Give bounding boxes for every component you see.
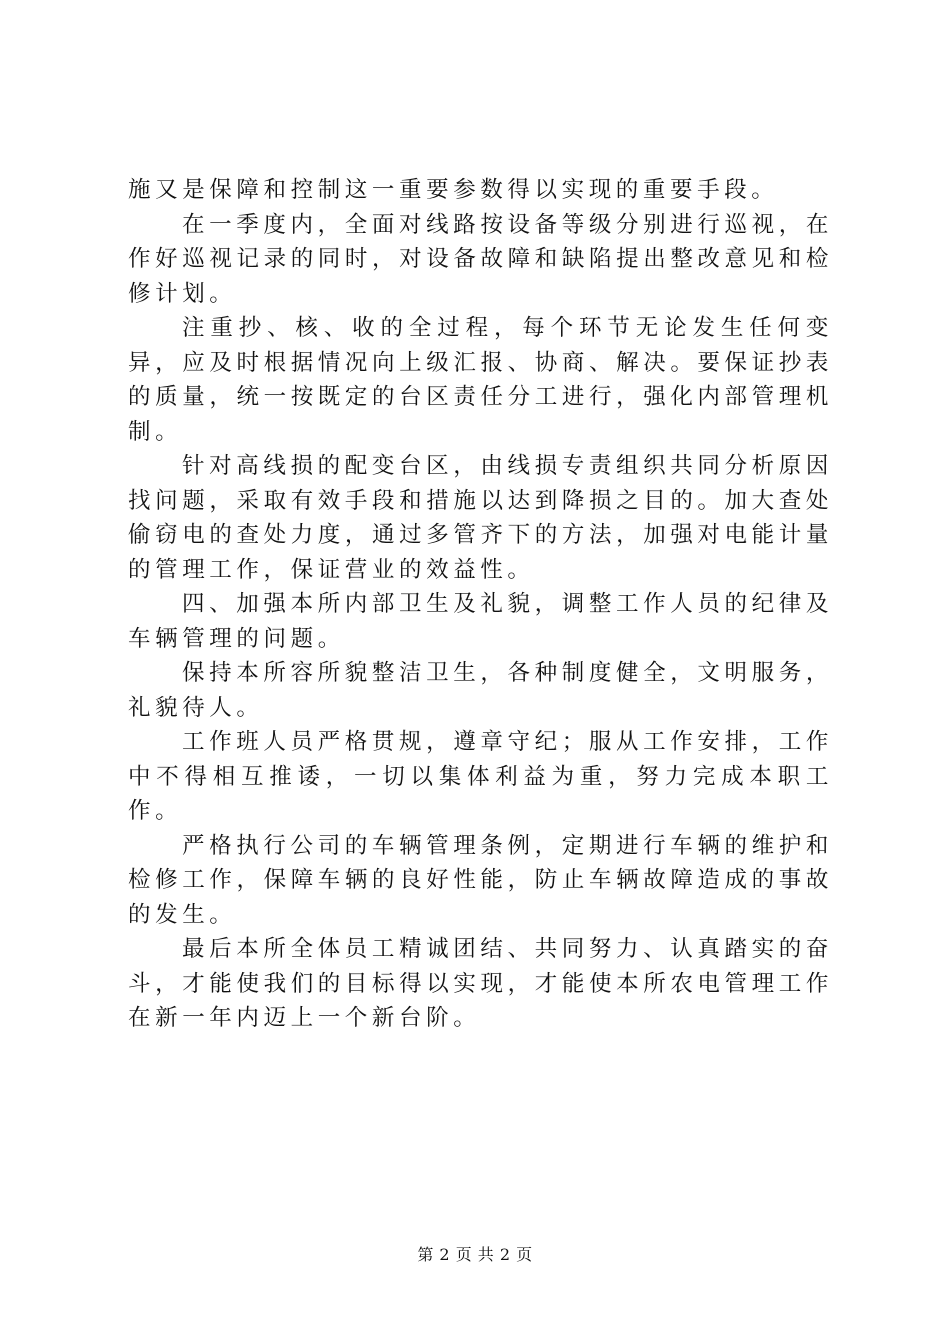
paragraph-inspection: 在一季度内，全面对线路按设备等级分别进行巡视，在作好巡视记录的同时，对设备故障和缺陷提出整改意见和检修计划。 bbox=[128, 211, 833, 307]
paragraph-section-heading: 四、加强本所内部卫生及礼貌，调整工作人员的纪律及车辆管理的问题。 bbox=[128, 591, 833, 652]
paragraph-hygiene: 保持本所容所貌整洁卫生，各种制度健全，文明服务，礼貌待人。 bbox=[128, 660, 833, 721]
paragraph-line-loss: 针对高线损的配变台区，由线损专责组织共同分析原因找问题，采取有效手段和措施以达到降损之目的。加大查处偷窃电的查处力度，通过多管齐下的方法，加强对电能计量的管理工作，保证营业的效益性。 bbox=[128, 453, 833, 583]
document-body bbox=[128, 173, 833, 1036]
paragraph-continuation: 施又是保障和控制这一重要参数得以实现的重要手段。 bbox=[128, 177, 779, 203]
paragraph-vehicles: 严格执行公司的车辆管理条例，定期进行车辆的维护和检修工作，保障车辆的良好性能，防止车辆故障造成的事故的发生。 bbox=[128, 832, 833, 928]
paragraph-discipline: 工作班人员严格贯规，遵章守纪；服从工作安排，工作中不得相互推诿，一切以集体利益为重，努力完成本职工作。 bbox=[128, 729, 833, 824]
page-number-footer: 第 2 页 共 2 页 bbox=[417, 1245, 533, 1264]
paragraph-conclusion: 最后本所全体员工精诚团结、共同努力、认真踏实的奋斗，才能使我们的目标得以实现，才能使本所农电管理工作在新一年内迈上一个新台阶。 bbox=[128, 936, 833, 1031]
paragraph-meter-reading: 注重抄、核、收的全过程，每个环节无论发生任何变异，应及时根据情况向上级汇报、协商、解决。要保证抄表的质量，统一按既定的台区责任分工进行，强化内部管理机制。 bbox=[128, 315, 833, 445]
